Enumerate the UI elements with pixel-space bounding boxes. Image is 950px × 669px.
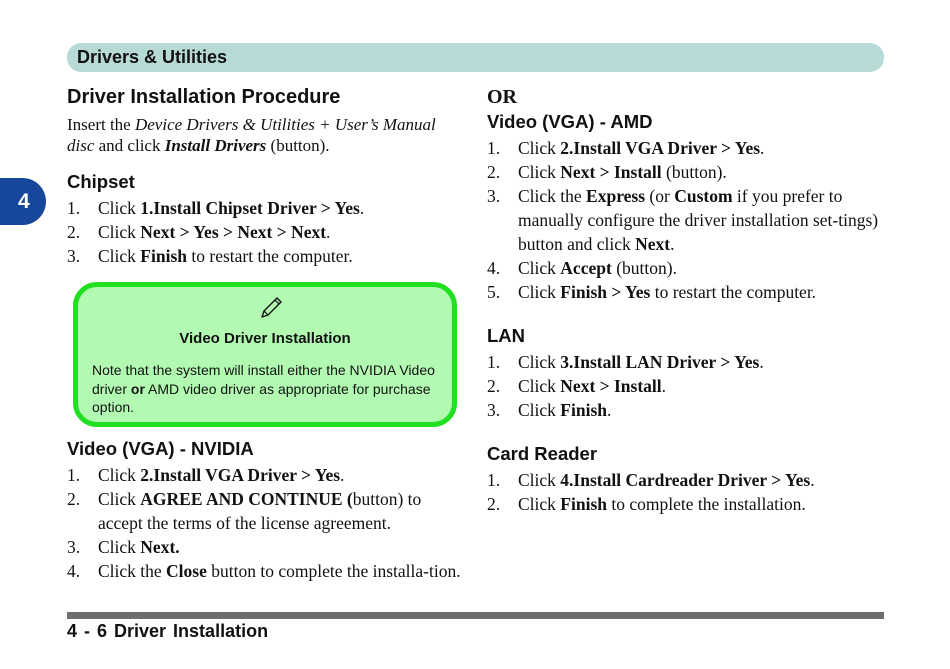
list-item: 1. Click 3.Install LAN Driver > Yes. (487, 352, 764, 372)
list-item: 2. Click Next > Install. (487, 376, 667, 396)
note-text: Note that the system will install either the NVIDIA Video driver or AMD video driver as appropriate for purchase option. (92, 362, 435, 415)
list-item: 2. Click Next > Install (button). (487, 162, 727, 182)
lan-heading: LAN (487, 325, 526, 346)
right-column (487, 84, 887, 516)
amd-heading: Video (VGA) - AMD (487, 111, 653, 132)
list-item: 1. Click 2.Install VGA Driver > Yes. (487, 138, 765, 158)
list-item: 1. Click 1.Install Chipset Driver > Yes. (67, 198, 365, 218)
nvidia-steps (67, 463, 467, 583)
list-item: 4. Click the Close button to complete the installa-tion. (67, 561, 461, 581)
note-box (73, 282, 457, 427)
card-reader-heading: Card Reader (487, 443, 598, 464)
lan-steps (487, 350, 887, 422)
nvidia-heading: Video (VGA) - NVIDIA (67, 438, 254, 459)
chipset-heading: Chipset (67, 171, 135, 192)
intro-paragraph: Insert the Device Drivers & Utilities + User’s Manual disc and click Install Drivers (button). (67, 115, 436, 155)
list-item: 2. Click Next > Yes > Next > Next. (67, 222, 331, 242)
note-title: Video Driver Installation (179, 330, 351, 347)
list-item: 3. Click Next. (67, 537, 180, 557)
page-title: Driver Installation Procedure (67, 86, 341, 108)
or-label: OR (487, 86, 517, 108)
list-item: 3. Click Finish to restart the computer. (67, 246, 353, 266)
running-header: Drivers & Utilities (67, 43, 884, 72)
list-item: 2. Click AGREE AND CONTINUE (button) to accept the terms of the license agreement. (67, 489, 422, 533)
list-item: 1. Click 2.Install VGA Driver > Yes. (67, 465, 345, 485)
footer-rule (67, 612, 884, 619)
list-item: 3. Click Finish. (487, 400, 612, 420)
list-item: 4. Click Accept (button). (487, 258, 677, 278)
list-item: 3. Click the Express (or Custom if you prefer to manually configure the driver installation set-tings) button and click Next. (487, 186, 879, 254)
list-item: 2. Click Finish to complete the installation. (487, 494, 806, 514)
chipset-steps (67, 196, 467, 268)
chapter-tab: 4 (0, 178, 46, 225)
card-reader-steps (487, 468, 887, 516)
list-item: 5. Click Finish > Yes to restart the computer. (487, 282, 817, 302)
pencil-icon (258, 295, 284, 321)
list-item: 1. Click 4.Install Cardreader Driver > Yes. (487, 470, 815, 490)
left-column (67, 84, 467, 583)
running-footer: 4 - 6 Driver Installation (67, 621, 269, 641)
amd-steps (487, 136, 887, 304)
